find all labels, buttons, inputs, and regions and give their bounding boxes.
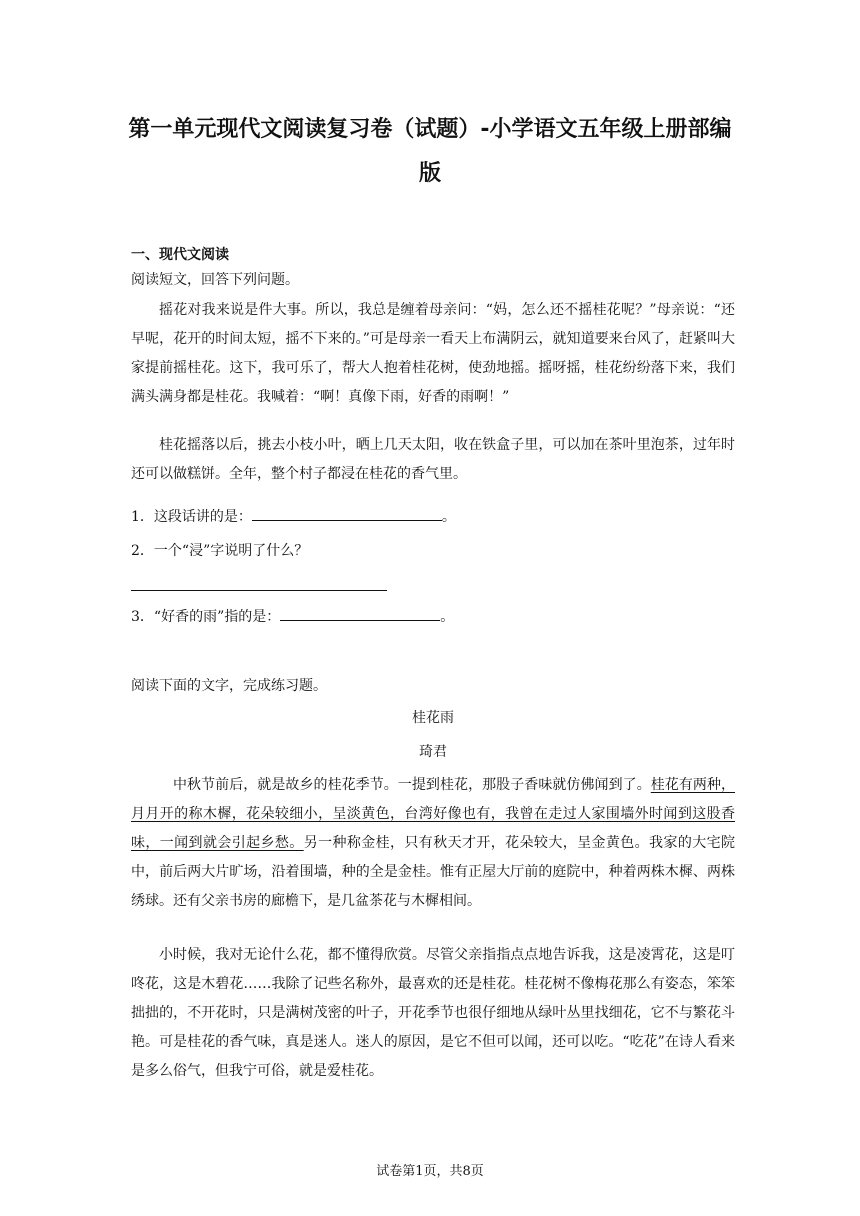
- passage2-paragraph1: [131, 771, 735, 916]
- question-1: [131, 505, 456, 529]
- article-title: 桂花雨: [412, 710, 454, 726]
- question-3-text: 3．“好香的雨”指的是：: [131, 609, 281, 625]
- page-title: 第一单元现代文阅读复习卷（试题）-小学语文五年级上册部编版: [128, 117, 732, 186]
- passage2-paragraph1-end: 另一种称金桂，只有秋天才开，花朵较大，呈金黄色。我家的大宅院中，前后两大片旷场，沿着围墙，种的全是金桂。惟有正屋大厅前的庭院中，种着两株木樨、两株绣球。还有父亲书房的廊檐下，是几盆茶花与木樨相间。: [131, 835, 736, 909]
- question-1-text: 1．这段话讲的是：: [131, 509, 252, 525]
- article-author: 琦君: [419, 744, 447, 760]
- passage1-paragraph1: 摇花对我来说是件大事。所以，我总是缠着母亲问：“妈，怎么还不摇桂花呢？”母亲说：“还早呢，花开的时间太短，摇不下来的。”可是母亲一看天上布满阴云，就知道要来台风了，赶紧叫大家提前摇桂花。这下，我可乐了，帮大人抱着桂花树，使劲地摇。摇呀摇，桂花纷纷落下来，我们满头满身都是桂花。我喊着：“啊！真像下雨，好香的雨啊！”: [131, 302, 735, 405]
- passage1-paragraph2: 桂花摇落以后，挑去小枝小叶，晒上几天太阳，收在铁盒子里，可以加在茶叶里泡茶，过年时还可以做糕饼。全年，整个村子都浸在桂花的香气里。: [131, 437, 735, 482]
- question-1-suffix: 。: [441, 509, 456, 525]
- answer-blank-2[interactable]: [131, 576, 387, 591]
- answer-blank-1[interactable]: [252, 506, 442, 521]
- page-footer: 试卷第1页，共8页: [376, 1164, 484, 1179]
- question-2-text: 2．一个“浸”字说明了什么？: [131, 543, 309, 559]
- passage2-paragraph1-start: 中秋节前后，就是故乡的桂花季节。一提到桂花，那股子香味就仿佛闻到了。: [173, 777, 651, 793]
- question-3-suffix: 。: [440, 609, 455, 625]
- question-2: [131, 539, 308, 563]
- question-3: [131, 605, 454, 629]
- underlined-sentence: 桂花有两种，月月开的称木樨，花朵较细小，呈淡黄色，台湾好像也有，我曾在走过人家围墙外时闻到这股香味，一闻到就会引起乡愁。: [131, 777, 736, 851]
- section-heading: 一、现代文阅读: [131, 247, 229, 263]
- passage2-paragraph2: 小时候，我对无论什么花，都不懂得欣赏。尽管父亲指指点点地告诉我，这是凌霄花，这是叮咚花，这是木碧花……我除了记些名称外，最喜欢的还是桂花。桂花树不像梅花那么有姿态，笨笨拙拙的，不开花时，只是满树茂密的叶子，开花季节也很仔细地从绿叶丛里找细花，它不与繁花斗艳。可是桂花的香气味，真是迷人。迷人的原因，是它不但可以闻，还可以吃。“吃花”在诗人看来是多么俗气，但我宁可俗，就是爱桂花。: [131, 947, 735, 1079]
- passage2-instruction: 阅读下面的文字，完成练习题。: [131, 678, 327, 694]
- answer-blank-3[interactable]: [280, 606, 440, 621]
- passage1-instruction: 阅读短文，回答下列问题。: [131, 272, 299, 288]
